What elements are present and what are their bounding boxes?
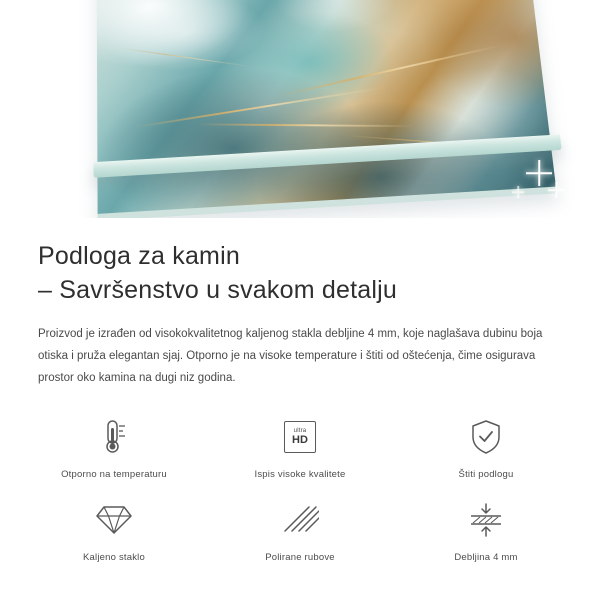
- page-title-line-2: – Savršenstvo u svakom detalju: [38, 275, 397, 304]
- product-description: Proizvod je izrađen od visokokvalitetnog kaljenog stakla debljine 4 mm, koje naglašava dubinu boja otiska i pruža elegantan sjaj. Otporno je na visoke temperature i štiti od oštećenja, čime osigurava prostor oko kamina na dugi niz godina.: [38, 328, 543, 385]
- hero-image-inner: [0, 0, 600, 218]
- content-section: [0, 218, 600, 389]
- feature-label: Kaljeno staklo: [83, 552, 145, 564]
- glass-panel-image: [97, 0, 557, 218]
- marble-smoke-overlay: [97, 0, 556, 214]
- feature-item-temperature: [26, 415, 202, 480]
- feature-item-protects-surface: [398, 415, 574, 480]
- diamond-icon: [26, 498, 202, 542]
- ultra-hd-badge-bottom: HD: [292, 434, 308, 447]
- feature-label: Polirane rubove: [265, 552, 335, 564]
- feature-label: Štiti podlogu: [458, 469, 514, 481]
- feature-item-tempered-glass: [26, 498, 202, 563]
- feature-item-print-quality: [212, 415, 388, 480]
- ultra-hd-icon: [212, 415, 388, 459]
- feature-row-bottom: [26, 498, 574, 563]
- feature-row-top: [26, 415, 574, 480]
- feature-item-thickness: [398, 498, 574, 563]
- feature-label: Debljina 4 mm: [454, 552, 518, 564]
- page-title-line-1: Podloga za kamin: [38, 242, 240, 270]
- feature-item-polished-edges: [212, 498, 388, 563]
- feature-label: Ispis visoke kvalitete: [254, 469, 346, 481]
- feature-row-spacer: [26, 480, 574, 498]
- polished-edges-icon: [212, 498, 388, 542]
- hero-image: [0, 0, 600, 218]
- feature-label: Otporno na temperaturu: [61, 469, 167, 481]
- page-title: [38, 240, 562, 307]
- thickness-arrows-icon: [398, 498, 574, 542]
- thermometer-icon: [26, 415, 202, 459]
- feature-grid: [0, 415, 600, 563]
- ultra-hd-badge-top: ultra: [293, 428, 307, 435]
- shield-check-icon: [398, 415, 574, 459]
